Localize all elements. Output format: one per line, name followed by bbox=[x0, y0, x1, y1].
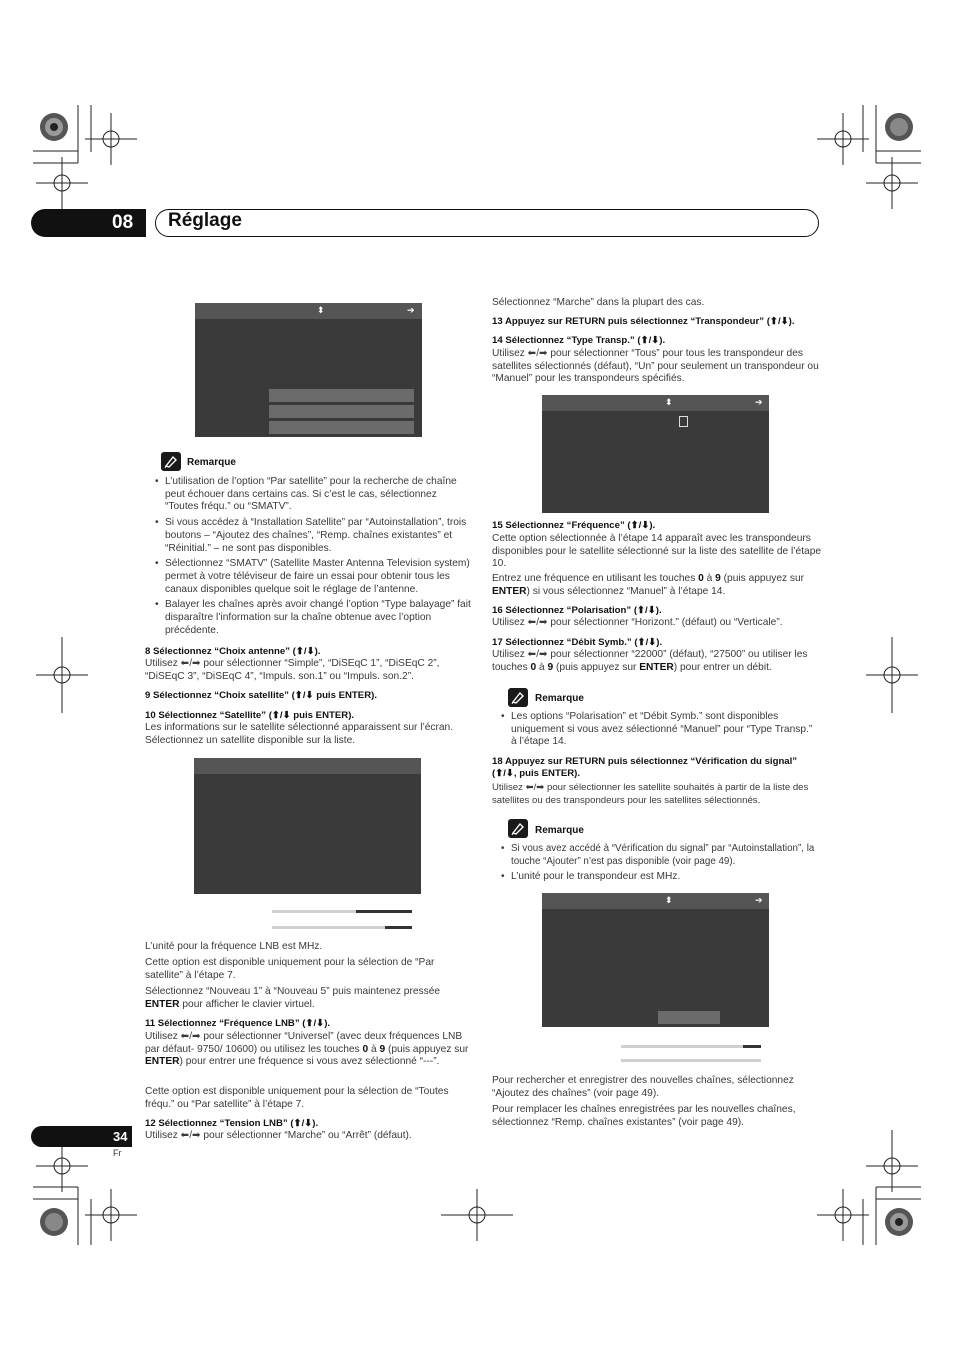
text-span: à bbox=[536, 661, 548, 673]
screen-title-bar bbox=[542, 395, 769, 411]
text-span: pour afficher le clavier virtuel. bbox=[179, 998, 315, 1010]
replace-channels-text: Pour remplacer les chaînes enregistrées par les nouvelles chaînes, sélectionnez “Remp. chaînes existantes” (voir page 49). bbox=[492, 1104, 796, 1128]
note-pencil-icon bbox=[161, 452, 181, 471]
up-down-icon: ⬍ bbox=[317, 305, 325, 315]
progress-fill bbox=[356, 910, 412, 913]
language-code: Fr bbox=[113, 1148, 122, 1158]
arrow-right-icon: ➔ bbox=[755, 397, 763, 407]
text-span: ) pour entrer une fréquence si vous avez sélectionné “---”. bbox=[179, 1056, 440, 1068]
note-list bbox=[155, 476, 473, 640]
step-13-title: 13 Appuyez sur RETURN puis sélectionnez “Transpondeur” (⬆/⬇). bbox=[492, 316, 795, 327]
page-title: Réglage bbox=[168, 210, 242, 231]
up-down-icon: ⬍ bbox=[665, 397, 673, 407]
key-label: 0 bbox=[362, 1043, 369, 1055]
step-8-title: 8 Sélectionnez “Choix antenne” (⬆/⬇). bbox=[145, 646, 321, 657]
note-title: Remarque bbox=[187, 457, 236, 468]
step-18-body: Utilisez ⬅/➡ pour sélectionner les satellite souhaités à partir de la liste des satellites ou des transpondeurs pour les satellites sélectionnés. bbox=[492, 782, 809, 806]
key-label: 0 bbox=[698, 573, 704, 584]
key-label: 9 bbox=[715, 573, 721, 584]
option-text: Cette option est disponible uniquement pour la sélection de “Par satellite” à l’étape 7. bbox=[145, 957, 435, 981]
screen-button bbox=[269, 389, 414, 402]
step-14-body: Utilisez ⬅/➡ pour sélectionner “Tous” pour tous les transpondeur des satellites sélectionnés (défaut), “Un” pour seulement un transpondeur ou “Manuel” pour les transpondeurs spécifiés. bbox=[492, 348, 819, 385]
note-list bbox=[501, 711, 819, 752]
note-title: Remarque bbox=[535, 825, 584, 836]
text-span: (puis appuyez sur bbox=[720, 573, 805, 584]
screen-title-bar bbox=[194, 758, 421, 774]
screen-antenna bbox=[195, 303, 422, 437]
key-label: ENTER bbox=[492, 585, 527, 597]
marche-text: Sélectionnez “Marche” dans la plupart des cas. bbox=[492, 297, 705, 308]
nouveau-text bbox=[145, 986, 473, 1011]
keypad-icon bbox=[679, 416, 688, 427]
key-label: 9 bbox=[547, 661, 554, 673]
signal-progress-bar-1 bbox=[621, 1045, 761, 1048]
key-label: 0 bbox=[530, 661, 537, 673]
page-number: 34 bbox=[113, 1129, 128, 1144]
step-11-body bbox=[145, 1031, 473, 1069]
note-pencil-icon bbox=[508, 688, 528, 707]
screen-button bbox=[658, 1011, 720, 1024]
list-item: • Si vous avez accédé à “Vérification du signal” par “Autoinstallation”, la touche “Ajouter” n’est pas disponible (voir page 49). bbox=[501, 843, 819, 868]
list-item: • Balayer les chaînes après avoir changé l’option “Type balayage” fait disparaître l’information sur la chaîne obtenue avec l’option précédente. bbox=[155, 599, 473, 637]
step-16-title: 16 Sélectionnez “Polarisation” (⬆/⬇). bbox=[492, 605, 662, 616]
list-item: • L’unité pour le transpondeur est MHz. bbox=[501, 871, 819, 884]
step-11-title: 11 Sélectionnez “Fréquence LNB” (⬆/⬇). bbox=[145, 1018, 331, 1029]
step-10-body: Les informations sur le satellite sélectionné apparaissent sur l’écran. Sélectionnez un satellite disponible sur la liste. bbox=[145, 722, 454, 746]
screen-signal-check bbox=[542, 893, 769, 1027]
progress-fill bbox=[385, 926, 412, 929]
text-span: Utilisez ⬅/➡ pour sélectionner “Universel” (avec deux fréquences LNB par défaut- 9750/ 10600) ou utilisez les touches bbox=[145, 1031, 463, 1055]
key-label: ENTER bbox=[145, 1056, 180, 1068]
text-span: à bbox=[368, 1043, 380, 1055]
screen-satellite bbox=[194, 758, 421, 894]
step-9-title: 9 Sélectionnez “Choix satellite” (⬆/⬇ puis ENTER). bbox=[145, 690, 377, 701]
text-span: (puis appuyez sur bbox=[385, 1043, 469, 1055]
step-17-body bbox=[492, 649, 822, 674]
screen-button bbox=[269, 421, 414, 434]
list-item: • Si vous accédez à “Installation Satellite” par “Autoinstallation”, trois boutons – “Ajoutez des chaînes”, “Remp. chaînes existantes” et “Réinitial.” – ne sont pas disponibles. bbox=[155, 517, 473, 555]
step-8-body: Utilisez ⬅/➡ pour sélectionner “Simple”, “DiSEqC 1”, “DiSEqC 2”, “DiSEqC 3”, “DiSEqC 4”, “Impuls. son.1” ou “Impuls. son.2”. bbox=[145, 658, 440, 682]
text-span: Entrez une fréquence en utilisant les touches bbox=[492, 573, 699, 584]
text-span: Utilisez ⬅/➡ pour sélectionner “22000” (défaut), “27500” ou utiliser les touches bbox=[492, 649, 808, 673]
step-10-title: 10 Sélectionnez “Satellite” (⬆/⬇ puis ENTER). bbox=[145, 710, 355, 721]
note-pencil-icon bbox=[508, 819, 528, 838]
lnb-progress-bar-1 bbox=[272, 910, 412, 913]
text-span: ) pour entrer un débit. bbox=[673, 661, 772, 673]
list-item: • Les options “Polarisation” et “Débit Symb.” sont disponibles uniquement si vous avez sélectionné “Manuel” pour “Type Transp.” à l’étape 14. bbox=[501, 711, 819, 749]
step-17-title: 17 Sélectionnez “Débit Symb.” (⬆/⬇). bbox=[492, 637, 663, 648]
signal-progress-bar-2 bbox=[621, 1059, 761, 1062]
step-18-title: 18 Appuyez sur RETURN puis sélectionnez “Vérification du signal” (⬆/⬇, puis ENTER). bbox=[492, 756, 798, 779]
text-span: ) si vous sélectionnez “Manuel” à l’étape 14. bbox=[526, 585, 726, 597]
text-span: (puis appuyez sur bbox=[553, 661, 640, 673]
step-15-body-2 bbox=[492, 573, 822, 598]
key-label: ENTER bbox=[639, 661, 674, 673]
key-label: 9 bbox=[379, 1043, 386, 1055]
step-15-body: Cette option sélectionnée à l’étape 14 apparaît avec les transpondeurs disponibles pour le satellite sélectionné sur la liste des satellite de l’étape 10. bbox=[492, 533, 822, 570]
screen-title-bar bbox=[542, 893, 769, 909]
header-bar bbox=[155, 209, 819, 237]
text-span: Sélectionnez “Nouveau 1” à “Nouveau 5” puis maintenez pressée bbox=[145, 986, 441, 997]
step-15-title: 15 Sélectionnez “Fréquence” (⬆/⬇). bbox=[492, 520, 656, 531]
step-12-body: Utilisez ⬅/➡ pour sélectionner “Marche” ou “Arrêt” (défaut). bbox=[145, 1130, 412, 1141]
screen-button bbox=[269, 405, 414, 418]
screen-title-bar bbox=[195, 303, 422, 319]
text-span: à bbox=[703, 573, 716, 584]
arrow-right-icon: ➔ bbox=[407, 305, 415, 315]
arrow-right-icon: ➔ bbox=[755, 895, 763, 905]
lnb-progress-bar-2 bbox=[272, 926, 412, 929]
screen-transponder bbox=[542, 395, 769, 513]
list-item: • Sélectionnez “SMATV” (Satellite Master Antenna Television system) permet à votre téléviseur de faire un essai pour obtenir tous les canaux disponibles quelque soit le réglage de l’antenne. bbox=[155, 558, 473, 596]
list-item: • L’utilisation de l’option “Par satellite” pour la recherche de chaîne peut échouer dans certains cas. Si c’est le cas, sélectionnez “Toutes fréqu.” ou “SMATV”. bbox=[155, 476, 473, 514]
new-channels-text: Pour rechercher et enregistrer des nouvelles chaînes, sélectionnez “Ajoutez des chaînes” (voir page 49). bbox=[492, 1075, 794, 1099]
step-16-body: Utilisez ⬅/➡ pour sélectionner “Horizont.” (défaut) ou “Verticale”. bbox=[492, 617, 783, 628]
chapter-number: 08 bbox=[112, 212, 134, 233]
up-down-icon: ⬍ bbox=[665, 895, 673, 905]
step-12-title: 12 Sélectionnez “Tension LNB” (⬆/⬇). bbox=[145, 1118, 319, 1129]
step-14-title: 14 Sélectionnez “Type Transp.” (⬆/⬇). bbox=[492, 335, 666, 346]
lnb-unit-text: L’unité pour la fréquence LNB est MHz. bbox=[145, 941, 323, 952]
note-list bbox=[501, 843, 819, 887]
key-label: ENTER bbox=[145, 998, 180, 1010]
option-text-2: Cette option est disponible uniquement pour la sélection de “Toutes fréqu.” ou “Par satellite” à l’étape 7. bbox=[145, 1086, 449, 1110]
note-title: Remarque bbox=[535, 693, 584, 704]
progress-fill bbox=[743, 1045, 761, 1048]
